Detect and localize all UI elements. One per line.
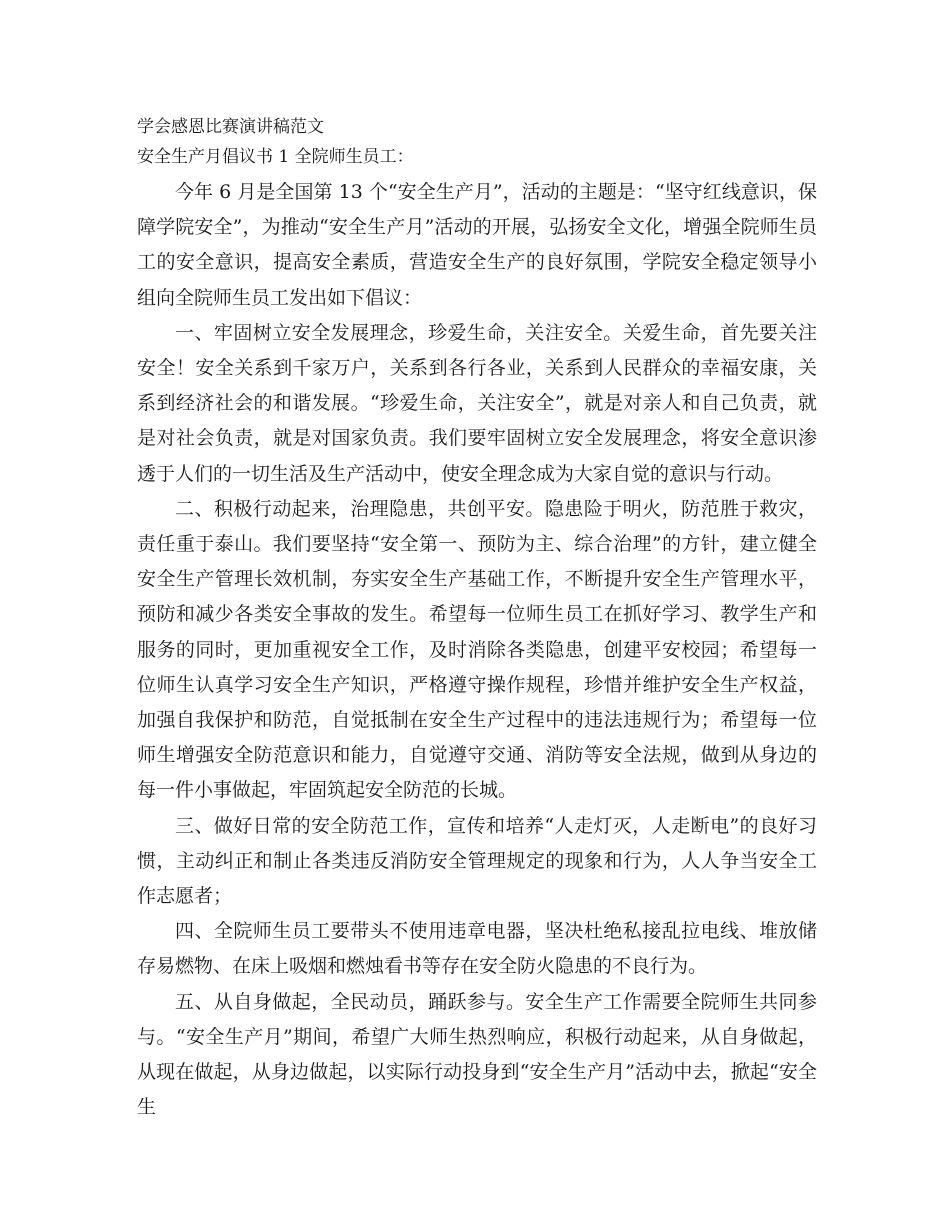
paragraph-intro: 今年 6 月是全国第 13 个“安全生产月”，活动的主题是：“坚守红线意识，保障学院安全”，为推动“安全生产月”活动的开展，弘扬安全文化，增强全院师生员工的安全意识，提高安全素质，营造安全生产的良好氛围，学院安全稳定领导小组向全院师生员工发出如下倡议： bbox=[137, 181, 817, 309]
paragraph-point-2: 二、积极行动起来，治理隐患，共创平安。隐患险于明火，防范胜于救灾，责任重于泰山。我们要坚持“安全第一、预防为主、综合治理”的方针，建立健全安全生产管理长效机制，夯实安全生产基础工作，不断提升安全生产管理水平，预防和减少各类安全事故的发生。希望每一位师生员工在抓好学习、教学生产和服务的同时，更加重视安全工作，及时消除各类隐患，创建平安校园；希望每一位师生认真学习安全生产知识，严格遵守操作规程，珍惜并维护安全生产权益，加强自我保护和防范，自觉抵制在安全生产过程中的违法违规行为；希望每一位师生增强安全防范意识和能力，自觉遵守交通、消防等安全法规，做到从身边的每一件小事做起，牢固筑起安全防范的长城。 bbox=[137, 497, 817, 802]
paragraph-point-3: 三、做好日常的安全防范工作，宣传和培养“人走灯灭，人走断电”的良好习惯，主动纠正和制止各类违反消防安全管理规定的现象和行为，人人争当安全工作志愿者； bbox=[137, 814, 817, 908]
paragraph-point-4: 四、全院师生员工要带头不使用违章电器，坚决杜绝私接乱拉电线、堆放储存易燃物、在床上吸烟和燃烛看书等存在安全防火隐患的不良行为。 bbox=[137, 920, 817, 978]
document-subtitle: 安全生产月倡议书 1 全院师生员工： bbox=[137, 147, 414, 167]
document-title: 学会感恩比赛演讲稿范文 bbox=[137, 117, 324, 137]
paragraph-point-1: 一、牢固树立安全发展理念，珍爱生命，关注安全。关爱生命，首先要关注安全！安全关系到千家万户，关系到各行各业，关系到人民群众的幸福安康，关系到经济社会的和谐发展。“珍爱生命，关注安全”，就是对亲人和自己负责，就是对社会负责，就是对国家负责。我们要牢固树立安全发展理念，将安全意识渗透于人们的一切生活及生产活动中，使安全理念成为大家自觉的意识与行动。 bbox=[137, 321, 817, 485]
document-body bbox=[137, 112, 817, 1125]
paragraph-point-5: 五、从自身做起，全民动员，踊跃参与。安全生产工作需要全院师生共同参与。“安全生产月”期间，希望广大师生热烈响应，积极行动起来，从自身做起，从现在做起，从身边做起，以实际行动投身到“安全生产月”活动中去，掀起“安全生 bbox=[137, 990, 817, 1119]
